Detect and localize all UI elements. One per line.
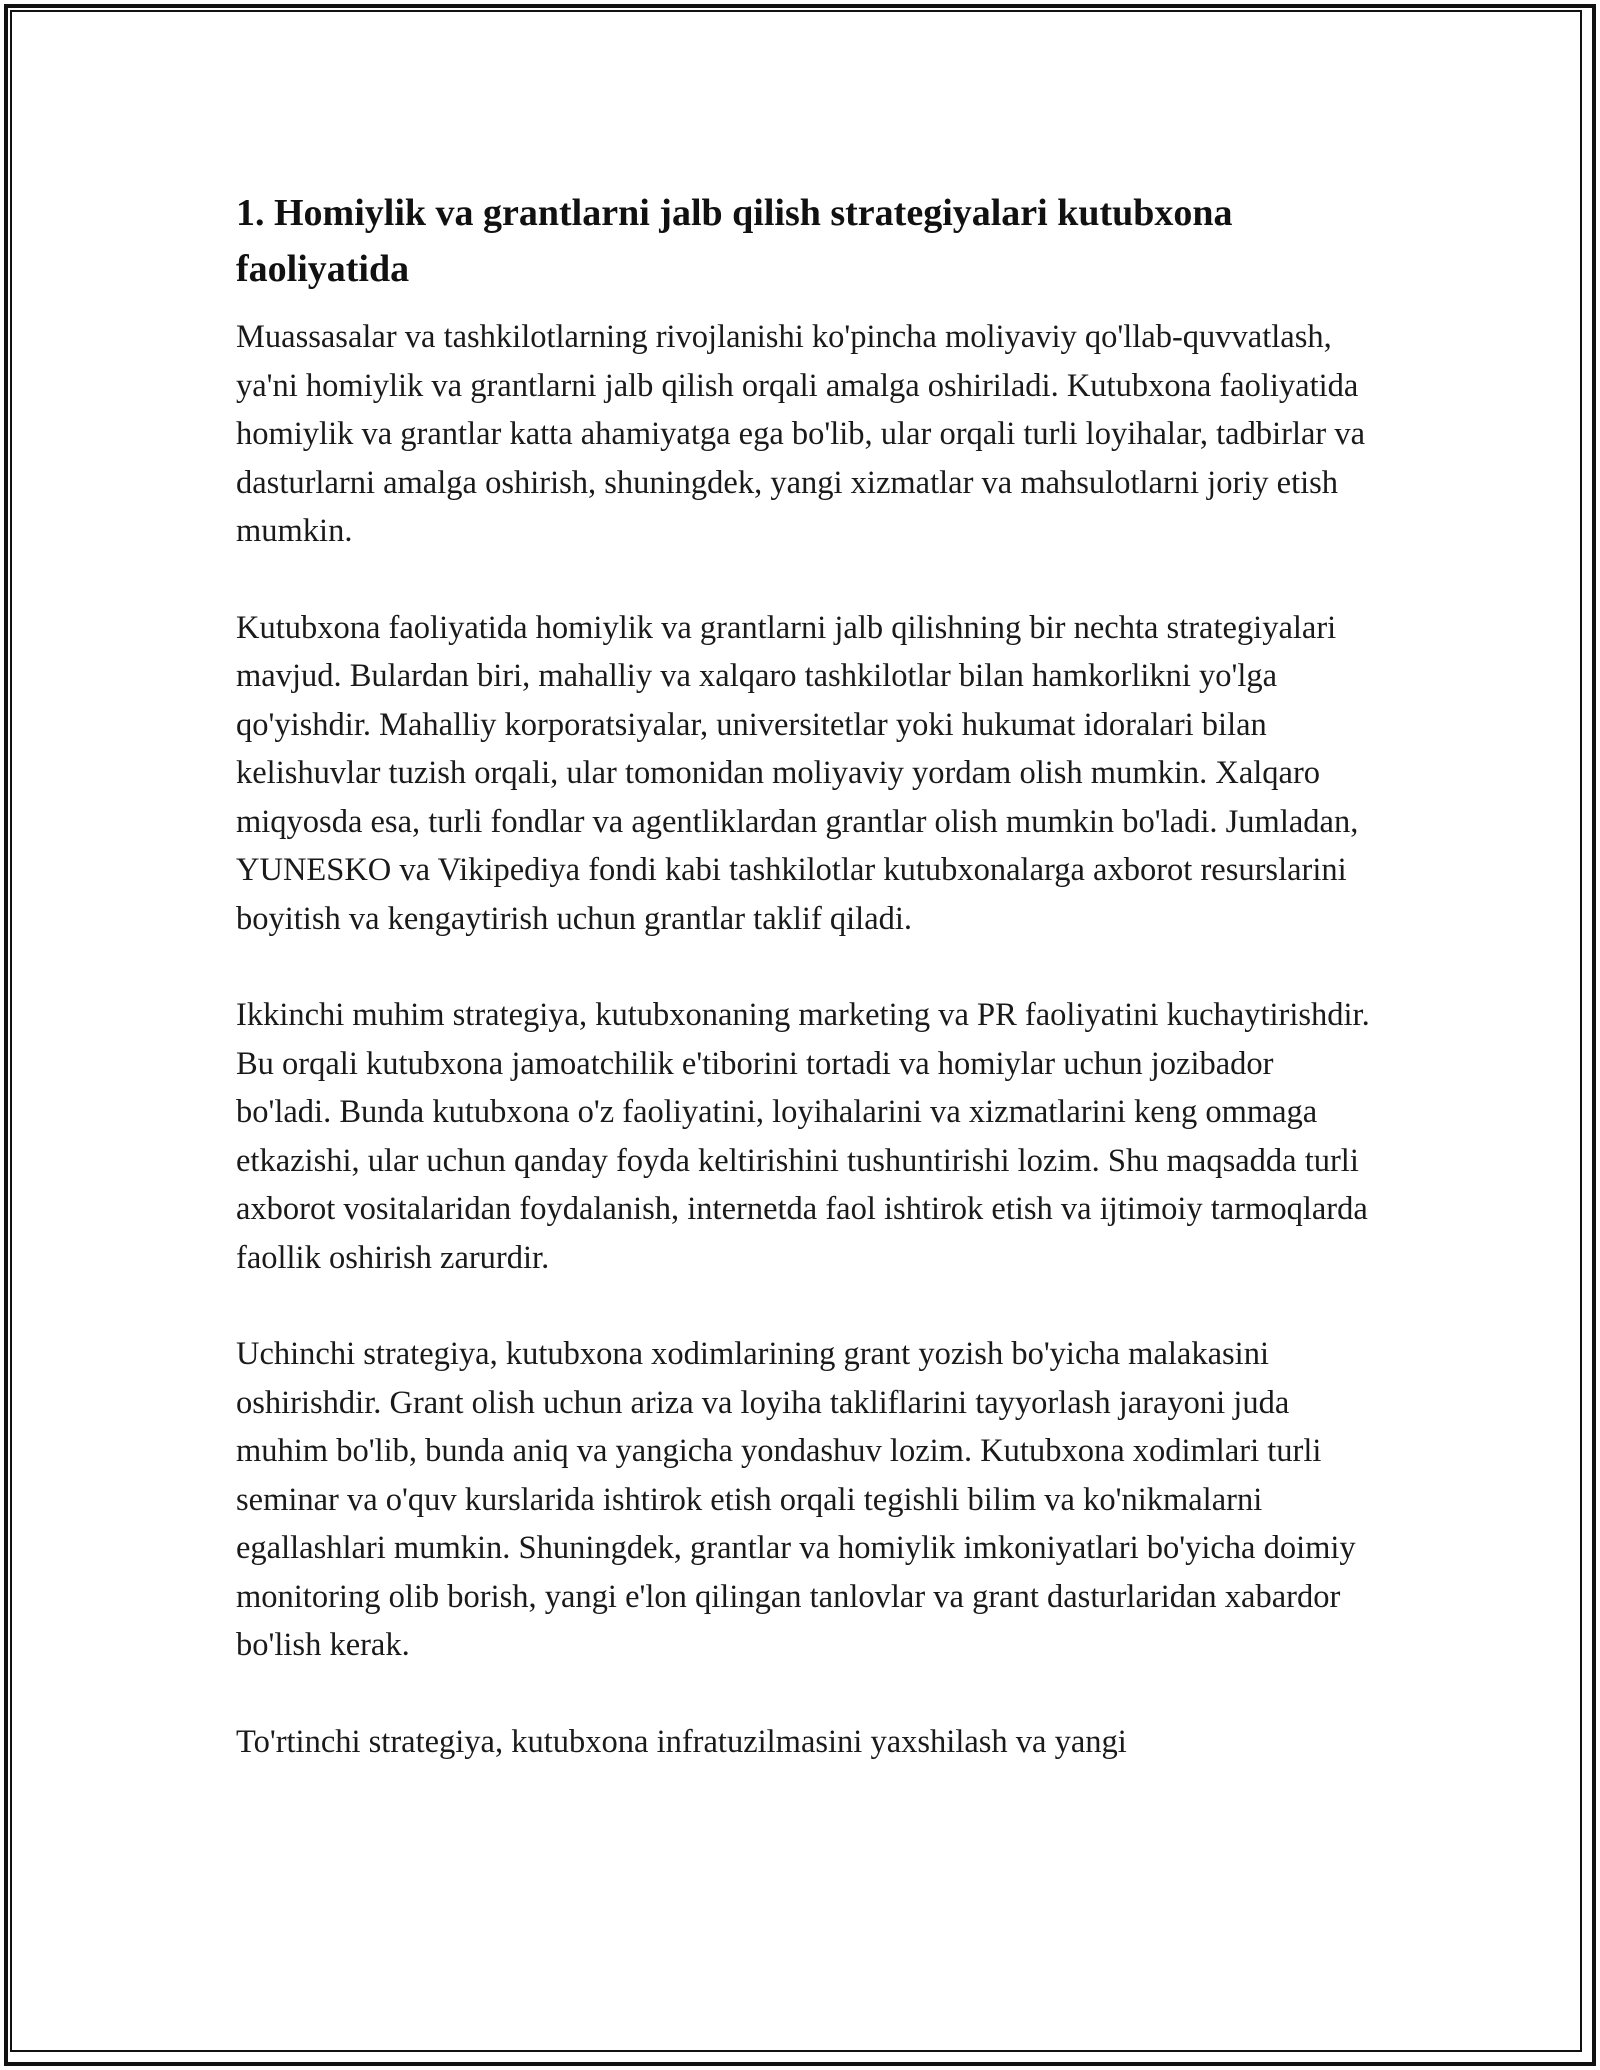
paragraph-strategy-4: To'rtinchi strategiya, kutubxona infratuzilmasini yaxshilash va yangi [236,1723,1127,1760]
paragraph-intro: Muassasalar va tashkilotlarning rivojlanishi ko'pincha moliyaviy qo'llab-quvvatlash, ya'ni homiylik va grantlarni jalb qilish orqali amalga oshiriladi. Kutubxona faoliyatida homiylik va grantlar katta ahamiyatga ega bo'lib, ular orqali turli loyihalar, tadbirlar va dasturlarni amalga oshirish, shuningdek, yangi xizmatlar va mahsulotlarni joriy etish mumkin. [236,319,1366,549]
document-body [236,185,1376,1814]
paragraph-strategy-3: Uchinchi strategiya, kutubxona xodimlarining grant yozish bo'yicha malakasini oshirishdir. Grant olish uchun ariza va loyiha takliflarini tayyorlash jarayoni juda muhim bo'lib, bunda aniq va yangicha yondashuv lozim. Kutubxona xodimlari turli seminar va o'quv kurslarida ishtirok etish orqali tegishli bilim va ko'nikmalarni egallashlari mumkin. Shuningdek, grantlar va homiylik imkoniyatlari bo'yicha doimiy monitoring olib borish, yangi e'lon qilingan tanlovlar va grant dasturlaridan xabardor bo'lish kerak. [236,1336,1356,1663]
paragraph-strategy-1: Kutubxona faoliyatida homiylik va grantlarni jalb qilishning bir nechta strategiyalari mavjud. Bulardan biri, mahalliy va xalqaro tashkilotlar bilan hamkorlikni yo'lga qo'yishdir. Mahalliy korporatsiyalar, universitetlar yoki hukumat idoralari bilan kelishuvlar tuzish orqali, ular tomonidan moliyaviy yordam olish mumkin. Xalqaro miqyosda esa, turli fondlar va agentliklardan grantlar olish mumkin bo'ladi. Jumladan, YUNESKO va Vikipediya fondi kabi tashkilotlar kutubxonalarga axborot resurslarini boyitish va kengaytirish uchun grantlar taklif qiladi. [236,609,1359,937]
paragraph-strategy-2: Ikkinchi muhim strategiya, kutubxonaning marketing va PR faoliyatini kuchaytirishdir. Bu orqali kutubxona jamoatchilik e'tiborini tortadi va homiylar uchun jozibador bo'ladi. Bunda kutubxona o'z faoliyatini, loyihalarini va xizmatlarini keng ommaga etkazishi, ular uchun qanday foyda keltirishini tushuntirishi lozim. Shu maqsadda turli axborot vositalaridan foydalanish, internetda faol ishtirok etish va ijtimoiy tarmoqlarda faollik oshirish zarurdir. [236,997,1370,1276]
section-heading: 1. Homiylik va grantlarni jalb qilish strategiyalari kutubxona faoliyatida [236,192,1233,290]
